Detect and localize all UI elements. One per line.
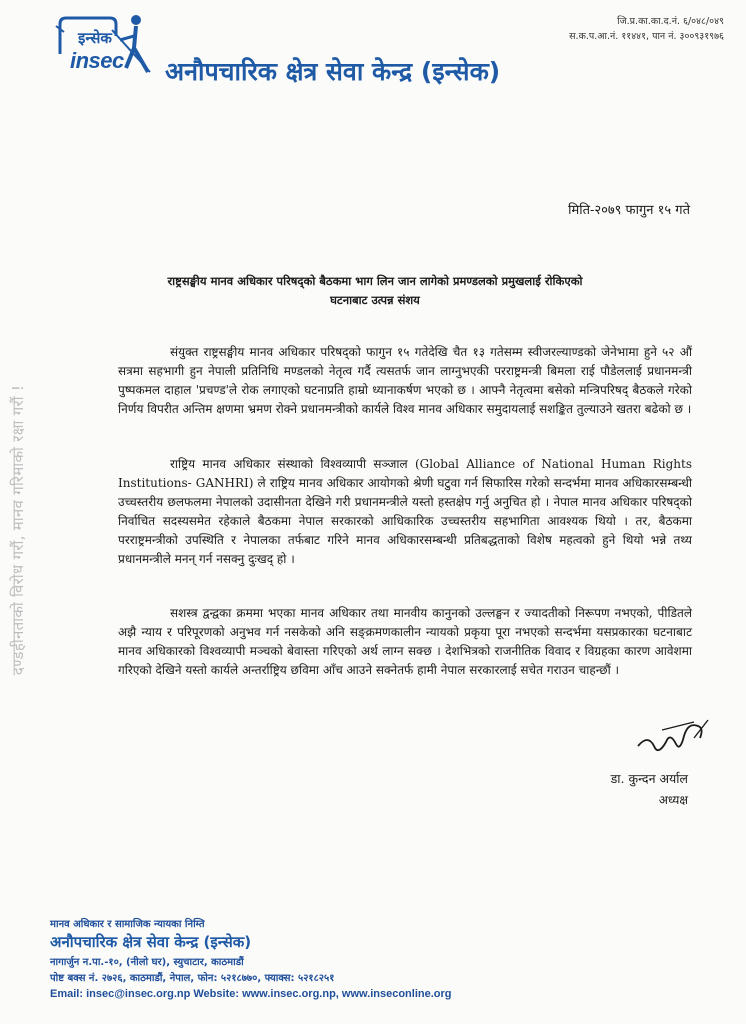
footer-contact: Email: insec@insec.org.np Website: www.insec.org.np, www.inseconline.org <box>50 988 452 1000</box>
logo-text-latin: insec <box>70 48 124 73</box>
registration-line-2: स.क.प.आ.नं. ११४४१, पान नं. ३००९३१९७६ <box>569 31 724 42</box>
footer-org-name: अनौपचारिक क्षेत्र सेवा केन्द्र (इन्सेक) <box>50 933 252 951</box>
letter-date: मिति-२०७९ फागुन १५ गते <box>568 203 690 218</box>
footer-pobox-phone: पोष्ट बक्स नं. २७२६, काठमाडौं, नेपाल, फोन: ५२१८७७०, फ्याक्स: ५२१८२५१ <box>50 973 335 984</box>
letter-subject <box>130 272 620 310</box>
body-paragraph-3: सशस्त्र द्वन्द्वका क्रममा भएका मानव अधिकार तथा मानवीय कानुनको उल्लङ्घन र ज्यादतीको निरूपण नभएको, पीडितले अझै न्याय र परिपूरणको अनुभव गर्न नसकेको अनि सङ्क्रमणकालीन न्यायको प्रकृया पूरा नभएको सन्दर्भमा यसप्रकारका घटनाबाट मानव अधिकारको विश्वव्यापी मञ्चको बेवास्ता गरिएको अर्थ लाग्न सक्छ । देशभित्रको राजनीतिक विवाद र विग्रहका कारण आवेशमा गरिएको देखिने यस्तो कार्यले अन्तर्राष्ट्रिय छविमा आँच आउने सक्नेतर्फ हामी नेपाल सरकारलाई सचेत गराउन चाहन्छौं । <box>118 606 692 677</box>
org-title: अनौपचारिक क्षेत्र सेवा केन्द्र (इन्सेक) <box>165 57 501 86</box>
body-paragraph-2: राष्ट्रिय मानव अधिकार संस्थाको विश्वव्यापी सञ्जाल (Global Alliance of National Human Rights Institutions- GANHRI) ले राष्ट्रिय मानव अधिकार आयोगको श्रेणी घटुवा गर्न सिफारिस गरेको सन्दर्भमा मानव अधिकारसम्बन्धी उच्चस्तरीय छलफलमा नेपालको उदासीनता देखिने गरी प्रधानमन्त्रीले यस्तो हस्तक्षेप गर्नु अनुचित हो । नेपाल मानव अधिकार परिषद्को निर्वाचित सदस्यसमेत रहेकाले बैठकमा नेपाल सरकारको आधिकारिक उच्चस्तरीय सहभागिता आवश्यक थियो । तर, बैठकमा परराष्ट्रमन्त्रीको उपस्थिति र नेपालका तर्फबाट गरिने मानव अधिकारसम्बन्धी प्रतिबद्धताको विशेष महत्वको हुने थियो भन्ने तथ्य प्रधानमन्त्रीले मनन् गर्न नसक्नु दुःखद् हो । <box>118 457 692 566</box>
registration-line-1: जि.प्र.का.का.द.नं. ६/०४८/०४९ <box>617 16 724 27</box>
subject-line-1: राष्ट्रसङ्घीय मानव अधिकार परिषद्को बैठकमा भाग लिन जान लागेको प्रमण्डलको प्रमुखलाई रोकिएको <box>167 274 583 288</box>
footer-address: नागार्जुन न.पा.-१०, (नीलो घर), स्युचाटार, काठमाडौं <box>50 957 244 968</box>
letter-footer <box>50 916 452 1000</box>
subject-line-2: घटनाबाट उत्पन्न संशय <box>330 293 420 307</box>
signatory-name: डा. कुन्दन अर्याल <box>610 771 688 786</box>
footer-tagline: मानव अधिकार र सामाजिक न्यायका निम्ति <box>50 919 205 930</box>
insec-logo <box>52 10 160 82</box>
handwritten-signature <box>632 716 712 760</box>
logo-text-nepali: इन्सेक <box>78 29 112 47</box>
registration-block <box>569 14 724 44</box>
signatory-title: अध्यक्ष <box>658 793 688 807</box>
side-slogan: दण्डहीनताको विरोध गरौं, मानव गरिमाको रक्षा गरौं ! <box>9 384 27 676</box>
body-paragraph-1: संयुक्त राष्ट्रसङ्घीय मानव अधिकार परिषद्को फागुन १५ गतेदेखि चैत १३ गतेसम्म स्वीजरल्याण्डको जेनेभामा हुने ५२ औं सत्रमा सहभागी हुन नेपाली प्रतिनिधि मण्डलको नेतृत्व गर्दै त्यसतर्फ जान लाग्नुभएकी परराष्ट्रमन्त्री बिमला राई पौडेललाई प्रधानमन्त्री पुष्पकमल दाहाल 'प्रचण्ड'ले रोक लगाएको घटनाप्रति हाम्रो ध्यानाकर्षण भएको छ । आफ्नै नेतृत्वमा बसेको मन्त्रिपरिषद् बैठकले गरेको निर्णय विपरीत अन्तिम क्षणमा भ्रमण रोक्ने प्रधानमन्त्रीको कार्यले विश्व मानव अधिकार समुदायलाई सशङ्कित तुल्याउने खतरा बढेको छ । <box>118 345 692 416</box>
